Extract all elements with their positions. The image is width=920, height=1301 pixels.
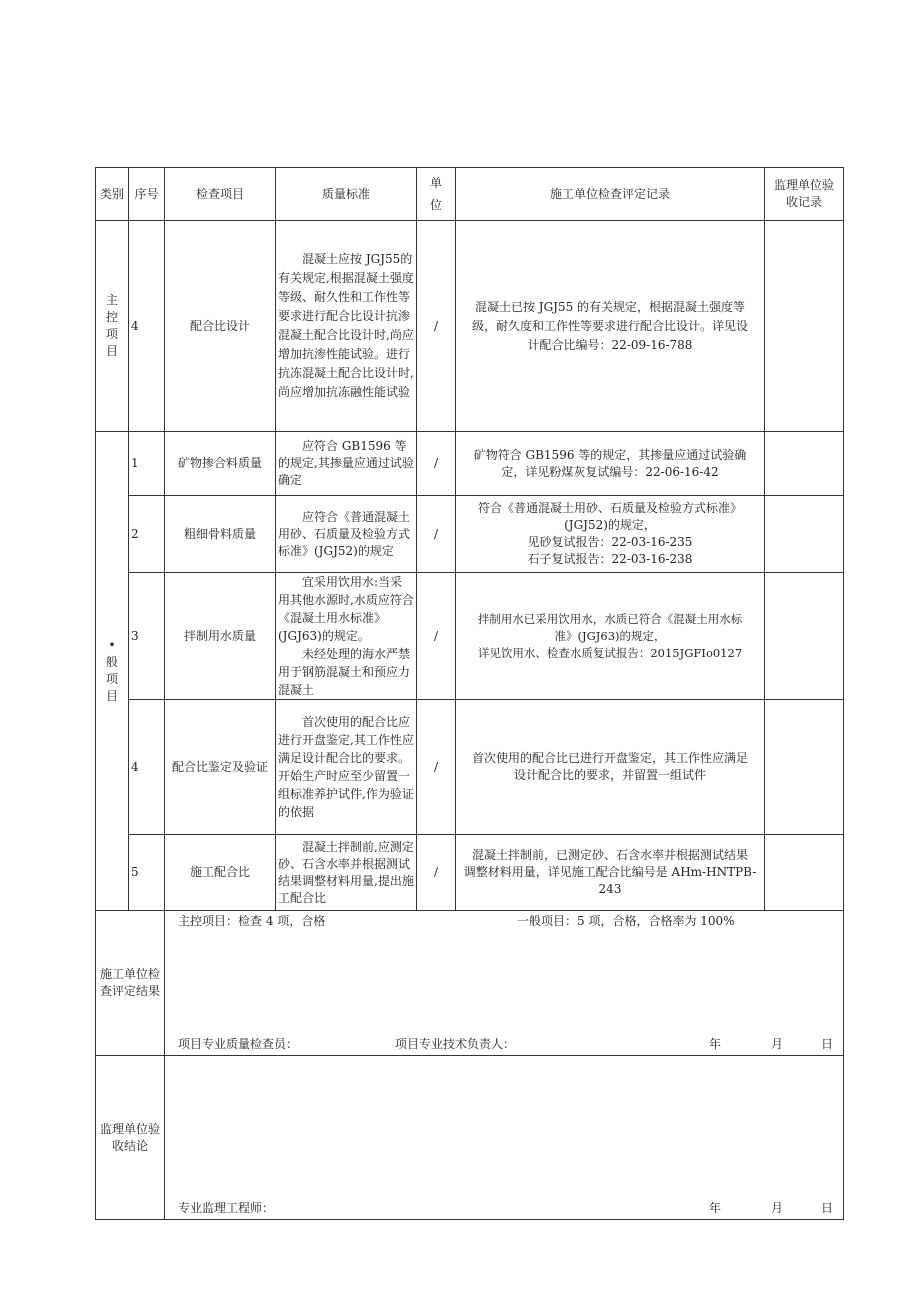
item-cell: 施工配合比 bbox=[165, 835, 276, 911]
seq-cell: 5 bbox=[129, 835, 165, 911]
construction-result-content[interactable] bbox=[165, 911, 844, 1056]
seq-cell: 2 bbox=[129, 496, 165, 573]
item-cell: 配合比设计 bbox=[165, 221, 276, 432]
record-cell: 混凝土拌制前，已测定砂、石含水率并根据测试结果 调整材料用量，详见施工配合比编号是 AHm-HNTPB- 243 bbox=[456, 835, 765, 911]
header-record: 施工单位检查评定记录 bbox=[456, 168, 765, 221]
day-label: 日 bbox=[821, 1201, 834, 1215]
main-control-row bbox=[96, 221, 844, 432]
supervision-result-row bbox=[96, 1056, 844, 1220]
header-item: 检查项目 bbox=[165, 168, 276, 221]
supervision-result-label: 监理单位验 收结论 bbox=[96, 1056, 165, 1220]
supervision-record-cell[interactable] bbox=[765, 432, 844, 496]
supervision-record-cell[interactable] bbox=[765, 700, 844, 835]
seq-cell: 3 bbox=[129, 573, 165, 700]
seq-cell: 1 bbox=[129, 432, 165, 496]
standard-cell: 混凝土拌制前,应测定砂、石含水率并根据测试结果调整材料用量,提出施工配合比 bbox=[276, 835, 417, 911]
general-label: • 般 项 目 bbox=[96, 432, 129, 911]
year-label: 年 bbox=[709, 1201, 722, 1215]
inspection-form-table bbox=[95, 167, 844, 1220]
inspector-label: 项目专业质量检查员： bbox=[178, 1037, 299, 1051]
month-label: 月 bbox=[771, 1037, 784, 1051]
general-row bbox=[96, 835, 844, 911]
year-label: 年 bbox=[709, 1037, 722, 1051]
unit-cell: / bbox=[417, 700, 456, 835]
general-summary: 一般项目：5 项，合格，合格率为 100% bbox=[517, 914, 735, 928]
construction-result-label: 施工单位检 查评定结果 bbox=[96, 911, 165, 1056]
standard-cell: 首次使用的配合比应进行开盘鉴定,其工作性应满足设计配合比的要求。开始生产时应至少留置一组标准养护试件,作为验证的依据 bbox=[276, 700, 417, 835]
unit-cell: / bbox=[417, 573, 456, 700]
standard-cell: 混凝土应按 JGJ55的有关规定,根据混凝土强度等级、耐久性和工作性等要求进行配合比设计抗渗混凝土配合比设计时,尚应增加抗渗性能试验。进行抗冻混凝土配合比设计时,尚应增加抗冻融性能试验 bbox=[276, 221, 417, 432]
record-cell: 符合《普通混凝土用砂、石质量及检验方式标准》 (JGJ52)的规定， 见砂复试报告：22-03-16-235 石子复试报告：22-03-16-238 bbox=[456, 496, 765, 573]
standard-cell: 应符合《普通混凝土用砂、石质量及检验方式标准》(JGJ52)的规定 bbox=[276, 496, 417, 573]
unit-cell: / bbox=[417, 221, 456, 432]
header-category: 类别 bbox=[96, 168, 129, 221]
supervision-record-cell[interactable] bbox=[765, 221, 844, 432]
supervision-record-cell[interactable] bbox=[765, 573, 844, 700]
general-row bbox=[96, 496, 844, 573]
supervision-record-cell[interactable] bbox=[765, 496, 844, 573]
construction-result-row bbox=[96, 911, 844, 1056]
general-row bbox=[96, 700, 844, 835]
header-supervision: 监理单位验 收记录 bbox=[765, 168, 844, 221]
supervision-record-cell[interactable] bbox=[765, 835, 844, 911]
item-cell: 粗细骨料质量 bbox=[165, 496, 276, 573]
tech-lead-label: 项目专业技术负责人： bbox=[395, 1037, 516, 1051]
item-cell: 矿物掺合料质量 bbox=[165, 432, 276, 496]
record-cell: 混凝土已按 JGJ55 的有关规定，根据混凝土强度等 级，耐久度和工作性等要求进行配合比设计。详见设 计配合比编号：22-09-16-788 bbox=[456, 221, 765, 432]
header-unit: 单位 bbox=[417, 168, 456, 221]
day-label: 日 bbox=[821, 1037, 834, 1051]
unit-cell: / bbox=[417, 496, 456, 573]
unit-cell: / bbox=[417, 835, 456, 911]
month-label: 月 bbox=[771, 1201, 784, 1215]
seq-cell: 4 bbox=[129, 700, 165, 835]
item-cell: 配合比鉴定及验证 bbox=[165, 700, 276, 835]
main-control-label: 主 控 项 目 bbox=[96, 221, 129, 432]
main-summary: 主控项目：检查 4 项，合格 bbox=[178, 914, 326, 928]
supervision-result-content[interactable] bbox=[165, 1056, 844, 1220]
record-cell: 拌制用水已采用饮用水，水质已符合《混凝土用水标 准》(JGJ63)的规定， 详见饮用水、检查水质复试报告：2015JGFIo0127 bbox=[456, 573, 765, 700]
general-row bbox=[96, 573, 844, 700]
seq-cell: 4 bbox=[129, 221, 165, 432]
item-cell: 拌制用水质量 bbox=[165, 573, 276, 700]
record-cell: 首次使用的配合比已进行开盘鉴定，其工作性应满足 设计配合比的要求，并留置一组试件 bbox=[456, 700, 765, 835]
unit-cell: / bbox=[417, 432, 456, 496]
header-seq: 序号 bbox=[129, 168, 165, 221]
standard-cell: 宜采用饮用水:当采用其他水源时,水质应符合《混凝土用水标准》(JGJ63)的规定。 未经处理的海水严禁用于钢筋混凝土和预应力混凝土 bbox=[276, 573, 417, 700]
record-cell: 矿物符合 GB1596 等的规定，其掺量应通过试验确 定，详见粉煤灰复试编号：22-06-16-42 bbox=[456, 432, 765, 496]
engineer-label: 专业监理工程师： bbox=[178, 1201, 275, 1215]
standard-cell: 应符合 GB1596 等的规定,其掺量应通过试验确定 bbox=[276, 432, 417, 496]
general-row bbox=[96, 432, 844, 496]
header-row bbox=[96, 168, 844, 221]
header-standard: 质量标准 bbox=[276, 168, 417, 221]
